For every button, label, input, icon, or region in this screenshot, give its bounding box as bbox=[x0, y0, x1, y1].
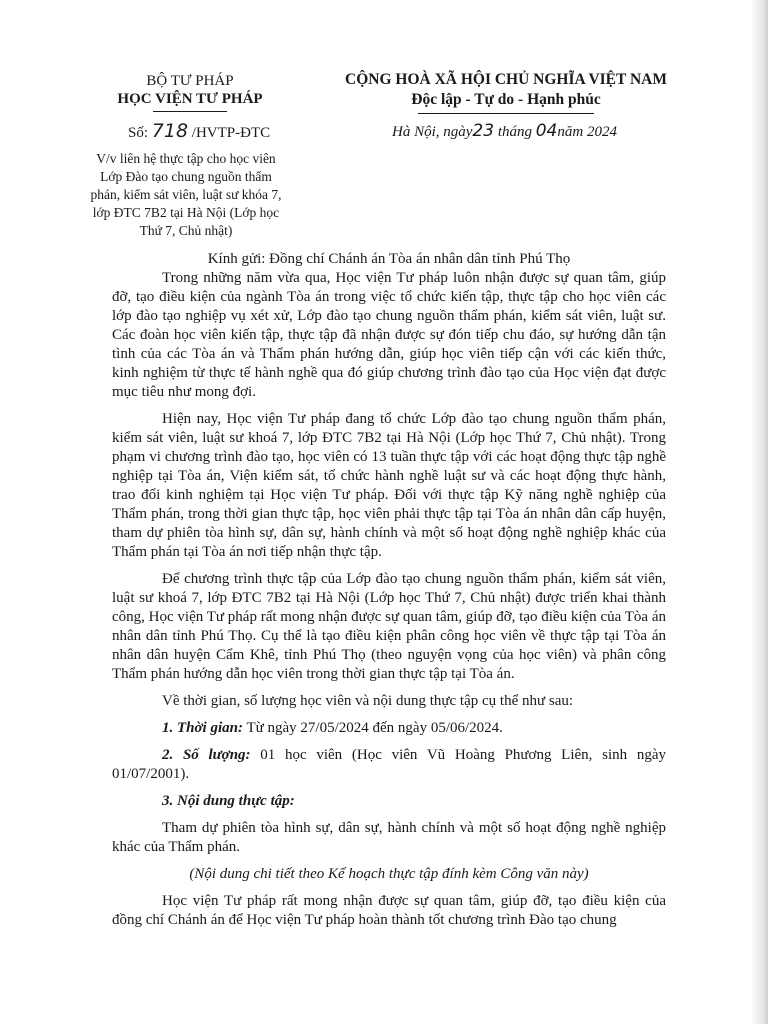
subject-block bbox=[88, 150, 284, 240]
subject-line: V/v liên hệ thực tập cho học viên bbox=[96, 151, 276, 166]
item-title: 2. Số lượng: bbox=[162, 747, 251, 763]
ministry-name: BỘ TƯ PHÁP bbox=[146, 73, 234, 89]
number-handwritten: 718 bbox=[151, 120, 189, 142]
document-number bbox=[128, 120, 270, 144]
date-prefix: Hà Nội, ngày bbox=[392, 124, 473, 140]
body-paragraph: Hiện nay, Học viện Tư pháp đang tổ chức Lớp đào tạo chung nguồn thẩm phán, kiểm sát viên, luật sư khoá 7, lớp ĐTC 7B2 tại Hà Nội (Lớp học Thứ 7, Chủ nhật). Trong phạm vi chương trình đào tạo, học viên có 13 tuần thực tập với các hoạt động thực tập nghề nghiệp tại Tòa án, Viện kiểm sát, tổ chức hành nghề luật sư và các hoạt động thực hành, trao đổi kinh nghiệm tại Học viện Tư pháp. Đối với thực tập Kỹ năng nghề nghiệp của Thẩm phán, trong thời gian thực tập, học viên phải thực tập tại Tòa án nhân dân cấp huyện, tham dự phiên tòa hình sự, dân sự, hành chính và một số hoạt động nghề nghiệp khác của Thẩm phán tại Tòa án nơi tiếp nhận thực tập. bbox=[112, 411, 666, 560]
subject-line: Lớp Đào tạo chung nguồn thẩm bbox=[100, 169, 272, 184]
recipient-line: Kính gửi: Đồng chí Chánh án Tòa án nhân dân tỉnh Phú Thọ bbox=[207, 251, 571, 267]
page-edge-shadow bbox=[750, 0, 768, 1024]
date-day: 23 bbox=[472, 121, 495, 141]
content-description: Tham dự phiên tòa hình sự, dân sự, hành chính và một số hoạt động nghề nghiệp khác của Thẩm phán. bbox=[112, 820, 666, 855]
number-prefix: Số: bbox=[128, 125, 149, 141]
date-year: năm 2024 bbox=[557, 124, 617, 140]
place-date bbox=[392, 120, 617, 143]
item-text: Từ ngày 27/05/2024 đến ngày 05/06/2024. bbox=[242, 720, 503, 736]
subject-line: Thứ 7, Chủ nhật) bbox=[139, 223, 233, 238]
item-text: 01 học viên (Học viên Vũ Hoàng Phương Liên, sinh ngày 01/07/2001). bbox=[112, 747, 666, 782]
detail-item-quantity bbox=[112, 746, 666, 784]
detail-item-content bbox=[112, 792, 666, 811]
body-paragraph: Để chương trình thực tập của Lớp đào tạo chung nguồn thẩm phán, kiểm sát viên, luật sư khoá 7, lớp ĐTC 7B2 tại Hà Nội (Lớp học Thứ 7, Chủ nhật) được triển khai thành công, Học viện Tư pháp rất mong nhận được sự quan tâm, giúp đỡ, tạo điều kiện của Tòa án nhân dân tỉnh Phú Thọ. Cụ thể là tạo điều kiện phân công học viên về thực tập tại Tòa án nhân dân huyện Cẩm Khê, tỉnh Phú Thọ (theo nguyện vọng của học viên) và phân công Thẩm phán hướng dẫn học viên trong thời gian thực tập tại Tòa án. bbox=[112, 571, 666, 682]
item-title: 3. Nội dung thực tập: bbox=[162, 793, 295, 809]
body-paragraph: Trong những năm vừa qua, Học viện Tư pháp luôn nhận được sự quan tâm, giúp đỡ, tạo điều kiện của ngành Tòa án trong việc tổ chức kiến tập, thực tập cho học viên các lớp đào tạo nghiệp vụ xét xử, Lớp đào tạo chung nguồn thẩm phán, kiểm sát viên, luật sư. Các đoàn học viên kiến tập, thực tập đã nhận được sự đón tiếp chu đáo, sự hướng dẫn tận tình của các Tòa án và Thẩm phán hướng dẫn, giúp học viên tiếp cận với các kiến thức, kinh nghiệm từ thực tế hành nghề qua đó giúp chương trình đào tạo của Học viện đạt được mục tiêu như mong đợi. bbox=[112, 270, 666, 400]
body-paragraph: Về thời gian, số lượng học viên và nội dung thực tập cụ thể như sau: bbox=[162, 693, 574, 709]
issuer-block bbox=[110, 72, 270, 112]
closing-paragraph: Học viện Tư pháp rất mong nhận được sự quan tâm, giúp đỡ, tạo điều kiện của đồng chí Chánh án để Học viện Tư pháp hoàn thành tốt chương trình Đào tạo chung bbox=[112, 893, 666, 928]
subject-line: phán, kiểm sát viên, luật sư khóa 7, bbox=[90, 187, 282, 202]
issuer-underline bbox=[153, 111, 227, 112]
motto-underline bbox=[418, 113, 594, 114]
date-month-word: tháng bbox=[497, 124, 532, 140]
date-month: 04 bbox=[535, 121, 558, 141]
item-title: 1. Thời gian: bbox=[162, 720, 243, 736]
nation-name: CỘNG HOÀ XÃ HỘI CHỦ NGHĨA VIỆT NAM bbox=[345, 71, 667, 88]
national-motto: Độc lập - Tự do - Hạnh phúc bbox=[411, 91, 601, 108]
letter-body bbox=[112, 250, 666, 930]
institute-name: HỌC VIỆN TƯ PHÁP bbox=[117, 91, 263, 107]
national-header bbox=[332, 70, 680, 114]
detail-item-time bbox=[112, 719, 666, 738]
attachment-note: (Nội dung chi tiết theo Kế hoạch thực tập đính kèm Công văn này) bbox=[189, 866, 589, 882]
subject-line: lớp ĐTC 7B2 tại Hà Nội (Lớp học bbox=[92, 205, 280, 220]
number-suffix: /HVTP-ĐTC bbox=[191, 125, 271, 141]
